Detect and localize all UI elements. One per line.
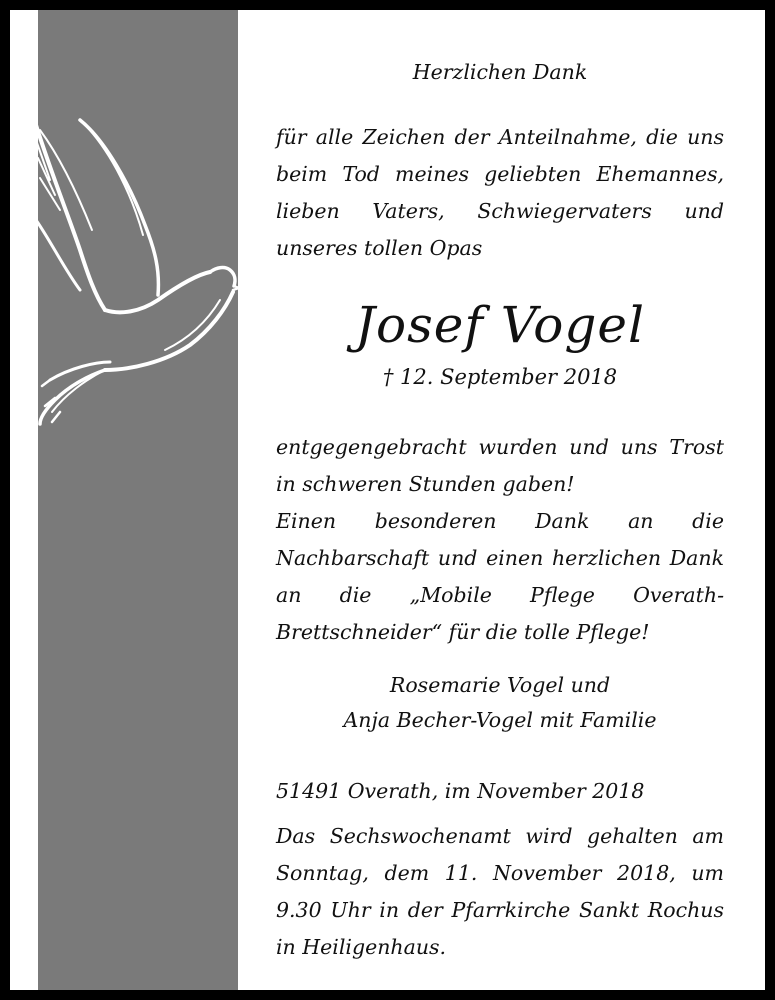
signatory-line-2: Anja Becher-Vogel mit Familie — [343, 708, 657, 732]
place-date: 51491 Overath, im November 2018 — [276, 779, 645, 803]
signatory-line-1: Rosemarie Vogel und — [389, 673, 611, 697]
service-notice: Das Sechswochenamt wird gehalten am Sonntag, dem 11. November 2018, um 9.30 Uhr in der Pfarrkirche Sankt Rochus in Heiligenhaus. — [276, 824, 724, 959]
special-thanks-text: Einen besonderen Dank an die Nachbarschaft und einen herzlichen Dank an die „Mobile Pflege Overath-Brettschneider“ für die tolle Pflege! — [276, 509, 724, 644]
heading: Herzlichen Dank — [412, 60, 588, 84]
death-date: † 12. September 2018 — [382, 365, 618, 389]
obituary-card — [10, 10, 765, 990]
intro-text: für alle Zeichen der Anteilnahme, die uns beim Tod meines geliebten Ehemannes, lieben Vaters, Schwiegervaters und unseres tollen Opas — [276, 125, 724, 260]
deceased-name: Josef Vogel — [354, 296, 645, 354]
dove-icon — [10, 100, 240, 430]
gratitude-text: entgegengebracht wurden und uns Trost in schweren Stunden gaben! — [276, 435, 724, 496]
